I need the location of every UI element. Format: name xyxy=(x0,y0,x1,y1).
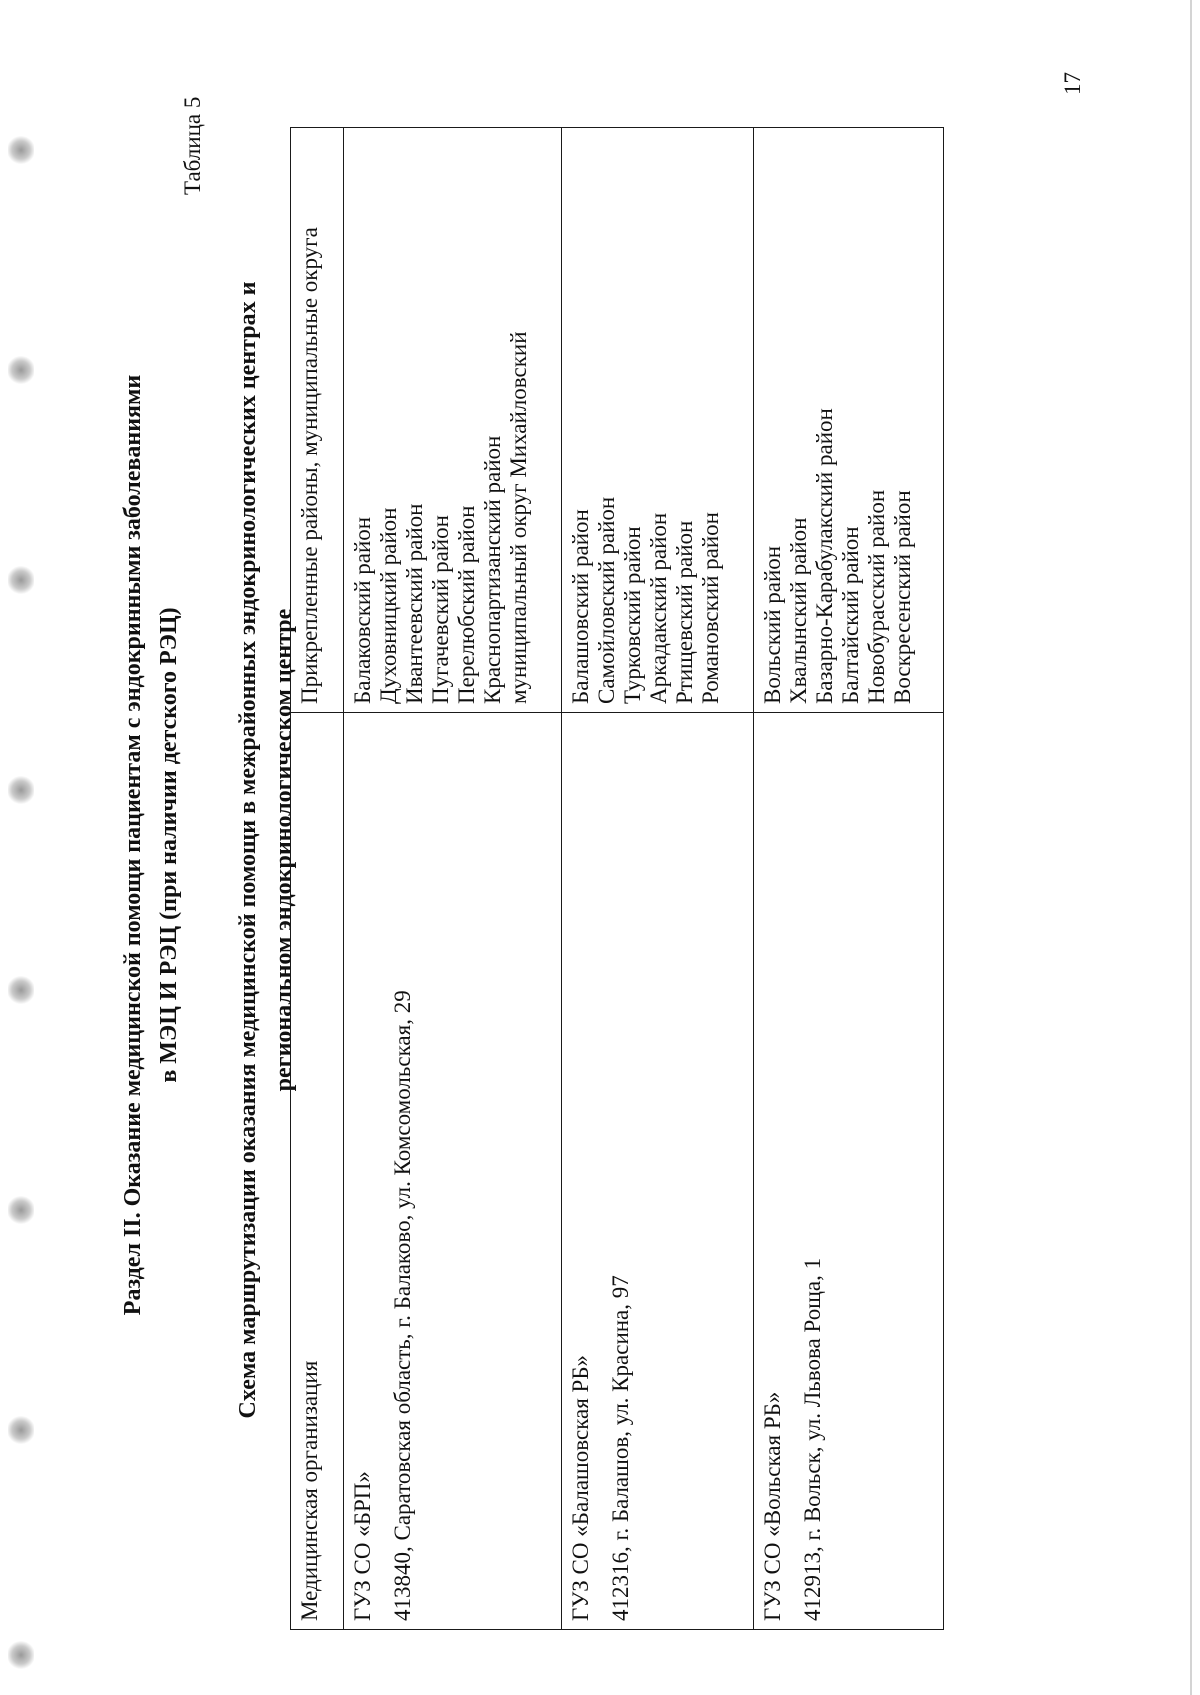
district-item: Романовский район xyxy=(698,512,723,704)
organization-name: ГУЗ СО «Вольская РБ» xyxy=(760,1391,785,1621)
page-number: 17 xyxy=(1060,72,1085,95)
table-row xyxy=(562,128,754,1630)
district-item: Хвалынский район xyxy=(786,517,811,704)
section-title xyxy=(115,225,187,1465)
district-item: Турковский район xyxy=(620,526,645,704)
districts-cell xyxy=(562,128,754,713)
header-organization: Медицинская организация xyxy=(291,713,344,1630)
district-item: Базарно-Карабулакский район xyxy=(812,408,837,704)
scheme-title-line1: Схема маршрутизации оказания медицинской помощи в межрайонных эндокринологических центрах и xyxy=(235,281,261,1419)
organization-address: 412316, г. Балашов, ул. Красина, 97 xyxy=(608,1275,633,1621)
district-item: Духовницкий район xyxy=(376,507,401,704)
organization-name: ГУЗ СО «Балашовская РБ» xyxy=(568,1354,593,1621)
organization-address: 412913, г. Вольск, ул. Львова Роща, 1 xyxy=(800,1257,825,1621)
organization-name: ГУЗ СО «БРП» xyxy=(350,1471,375,1621)
organization-address: 413840, Саратовская область, г. Балаково, ул. Комсомольская, 29 xyxy=(390,990,415,1621)
district-item: Балтайский район xyxy=(838,526,863,704)
section-title-line1: Раздел II. Оказание медицинской помощи пациентам с эндокринными заболеваниями xyxy=(120,374,146,1316)
header-districts: Прикрепленные районы, муниципальные округа xyxy=(291,128,344,713)
district-item: Перелюбский район xyxy=(454,505,479,704)
district-item: Воскресенский район xyxy=(890,490,915,704)
districts-cell xyxy=(344,128,562,713)
section-title-line2: в МЭЦ И РЭЦ (при наличии детского РЭЦ) xyxy=(156,607,182,1083)
district-item: Ртищевский район xyxy=(672,520,697,704)
district-item: Краснопартизанский район xyxy=(480,435,505,704)
scheme-title-line2: региональном эндокринологическом центре xyxy=(271,608,297,1092)
district-item: Вольский район xyxy=(760,545,785,704)
district-item: Самойловский район xyxy=(594,496,619,704)
districts-cell xyxy=(754,128,944,713)
routing-table xyxy=(290,127,944,1630)
district-item: Пугачевский район xyxy=(428,515,453,704)
organization-cell xyxy=(754,713,944,1630)
table-header-row xyxy=(291,128,344,1630)
table-label: Таблица 5 xyxy=(180,96,205,195)
table-row xyxy=(344,128,562,1630)
district-item: Балашовский район xyxy=(568,509,593,704)
district-item: Балаковский район xyxy=(350,516,375,704)
table-row xyxy=(754,128,944,1630)
district-item: муниципальный округ Михайловский xyxy=(506,331,531,704)
district-item: Новобурасский район xyxy=(864,489,889,704)
organization-cell xyxy=(344,713,562,1630)
organization-cell xyxy=(562,713,754,1630)
district-item: Ивантеевский район xyxy=(402,503,427,704)
district-item: Аркадакский район xyxy=(646,512,671,704)
